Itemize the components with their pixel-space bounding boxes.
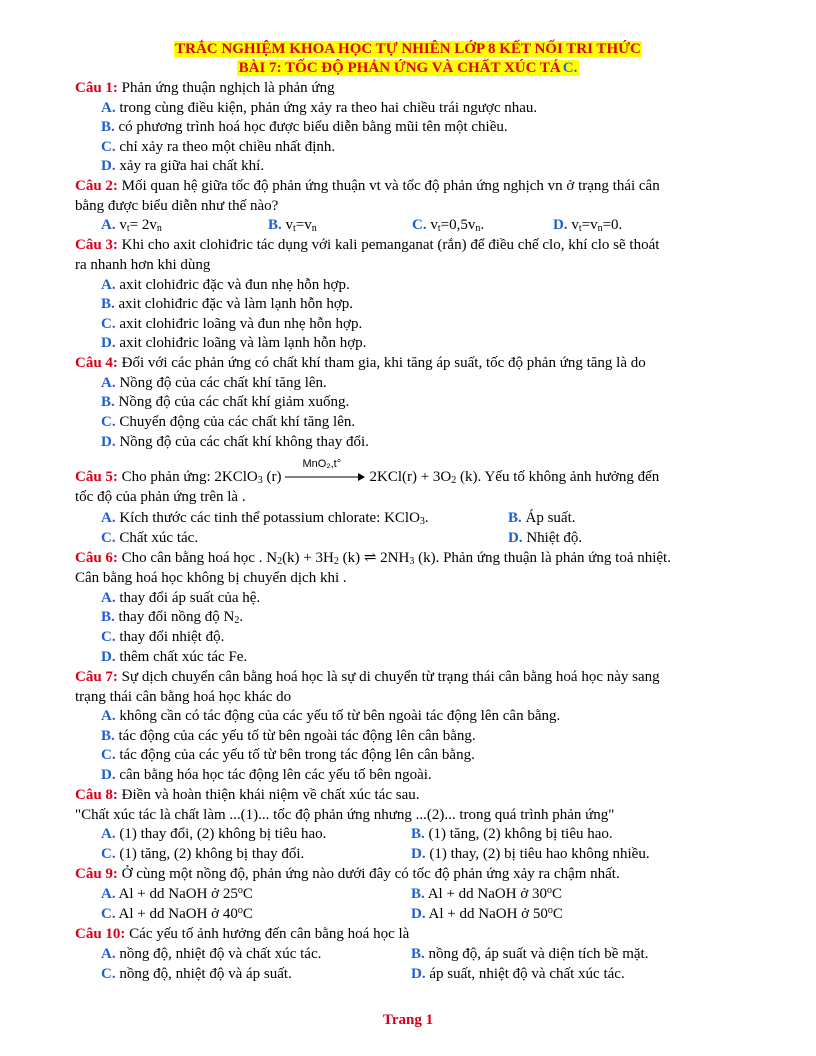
q7-option-c: C. tác động của các yếu tố từ bên trong tác động lên cân bằng. [101, 747, 475, 763]
q6-option-c: C. thay đổi nhiệt độ. [101, 629, 225, 645]
q4-option-a: A. Nồng độ của các chất khí tăng lên. [101, 375, 327, 391]
q2-option-b: B. $v_t=v_n$ [268, 217, 317, 234]
reaction-arrow: MnO₂,t° [284, 469, 366, 483]
question-4: Câu 4: Đối với các phản ứng có chất khí tham gia, khi tăng áp suất, tốc độ phản ứng tăng là do [75, 355, 646, 371]
question-2: Câu 2: Mối quan hệ giữa tốc độ phản ứng thuận vt và tốc độ phản ứng nghịch vn ở trạng thái cân [75, 178, 660, 194]
q1-option-d: D. xảy ra giữa hai chất khí. [101, 158, 265, 174]
question-3: Câu 3: Khi cho axit clohiđric tác dụng với kali pemanganat (rắn) để điều chế clo, khí clo sẽ thoát [75, 237, 660, 253]
question-6-cont: Cân bằng hoá học không bị chuyển dịch khi . [75, 570, 347, 586]
q3-option-a: A. axit clohiđric đặc và đun nhẹ hỗn hợp. [101, 277, 350, 293]
q7-option-b: B. tác động của các yếu tố từ bên ngoài tác động lên cân bằng. [101, 728, 476, 744]
q2-option-a: A. $v_t= 2v_n$ [101, 217, 162, 234]
q10-option-b: B. nồng độ, áp suất và diện tích bề mặt. [411, 946, 649, 962]
q6-option-b: B. thay đổi nồng độ $N_2$. [101, 609, 244, 626]
question-5: Câu 5: Cho phản ứng: 2KClO$_3$ (r) MnO₂,t° $2KCl(r) + 3O_2$ (k). Yếu tố không ảnh hưởng đến [75, 458, 660, 486]
page-number: Trang 1 [382, 1012, 434, 1028]
question-5-cont: tốc độ của phản ứng trên là . [75, 489, 246, 505]
q6-option-a: A. thay đổi áp suất của hệ. [101, 590, 261, 606]
q2-option-d: D. $v_t=v_n=0$. [553, 217, 623, 234]
q8-option-a: A. (1) thay đổi, (2) không bị tiêu hao. [101, 826, 327, 842]
q10-option-d: D. áp suất, nhiệt độ và chất xúc tác. [411, 966, 625, 982]
q1-option-b: B. có phương trình hoá học được biểu diễn bằng mũi tên một chiều. [101, 119, 508, 135]
q7-option-a: A. không cần có tác động của các yếu tố từ bên ngoài tác động lên cân bằng. [101, 708, 561, 724]
question-10: Câu 10: Các yếu tố ảnh hưởng đến cân bằng hoá học là [75, 926, 410, 942]
q8-option-d: D. (1) thay, (2) bị tiêu hao không nhiều. [411, 846, 650, 862]
q5-option-d: D. Nhiệt độ. [508, 530, 583, 546]
q8-option-b: B. (1) tăng, (2) không bị tiêu hao. [411, 826, 613, 842]
q10-option-a: A. nồng độ, nhiệt độ và chất xúc tác. [101, 946, 322, 962]
q10-option-c: C. nồng độ, nhiệt độ và áp suất. [101, 966, 292, 982]
q7-option-d: D. cân bằng hóa học tác động lên các yếu tố bên ngoài. [101, 767, 432, 783]
q3-option-d: D. axit clohiđric loãng và làm lạnh hỗn hợp. [101, 335, 367, 351]
q4-option-b: B. Nồng độ của các chất khí giảm xuống. [101, 394, 350, 410]
q3-option-c: C. axit clohiđric loãng và đun nhẹ hỗn hợp. [101, 316, 363, 332]
question-7: Câu 7: Sự dịch chuyển cân bằng hoá học là sự di chuyển từ trạng thái cân bằng hoá học này sang [75, 669, 660, 685]
q1-option-a: A. trong cùng điều kiện, phản ứng xảy ra theo hai chiều trái ngược nhau. [101, 100, 538, 116]
doc-title: TRẮC NGHIỆM KHOA HỌC TỰ NHIÊN LỚP 8 KẾT NỐI TRI THỨC [175, 41, 641, 57]
q5-option-a: A. Kích thước các tinh thể potassium chlorate: KClO$_3$. [101, 510, 429, 527]
q4-option-d: D. Nồng độ của các chất khí không thay đổi. [101, 434, 369, 450]
question-8-quote: "Chất xúc tác là chất làm ...(1)... tốc độ phản ứng nhưng ...(2)... trong quá trình phản ứng" [75, 807, 615, 823]
q5-option-c: C. Chất xúc tác. [101, 530, 199, 546]
q9-option-a: A. Al + dd NaOH ở 25$^o$C [101, 885, 253, 902]
q9-option-c: C. Al + dd NaOH ở 40$^o$C [101, 905, 253, 922]
q9-option-b: B. Al + dd NaOH ở 30$^o$C [411, 885, 563, 902]
q9-option-d: D. Al + dd NaOH ở 50$^o$C [411, 905, 563, 922]
lesson-title: BÀI 7: TỐC ĐỘ PHẢN ỨNG VÀ CHẤT XÚC TÁ C. [238, 60, 578, 76]
question-2-cont: bằng được biểu diễn như thế nào? [75, 198, 279, 214]
q2-option-c: C. $v_t=0,5v_n$. [412, 217, 485, 234]
q8-option-c: C. (1) tăng, (2) không bị thay đổi. [101, 846, 305, 862]
question-1: Câu 1: Phản ứng thuận nghịch là phản ứng [75, 80, 335, 96]
question-9: Câu 9: Ở cùng một nồng độ, phản ứng nào dưới đây có tốc độ phản ứng xảy ra chậm nhất. [75, 866, 620, 882]
q5-option-b: B. Áp suất. [508, 510, 576, 526]
q4-option-c: C. Chuyển động của các chất khí tăng lên. [101, 414, 356, 430]
q3-option-b: B. axit clohiđric đặc và làm lạnh hỗn hợp. [101, 296, 354, 312]
question-8: Câu 8: Điền và hoàn thiện khái niệm về chất xúc tác sau. [75, 787, 420, 803]
question-6: Câu 6: Cho cân bằng hoá học . $N_2(k) + 3H_2$ (k) ⇌ $2NH_3$ (k). Phản ứng thuận là phản ứng toả nhiệt. [75, 550, 671, 567]
q6-option-d: D. thêm chất xúc tác Fe. [101, 649, 248, 665]
question-3-cont: ra nhanh hơn khi dùng [75, 257, 211, 273]
question-7-cont: trạng thái cân bằng hoá học khác do [75, 689, 292, 705]
q1-option-c: C. chỉ xảy ra theo một chiều nhất định. [101, 139, 336, 155]
